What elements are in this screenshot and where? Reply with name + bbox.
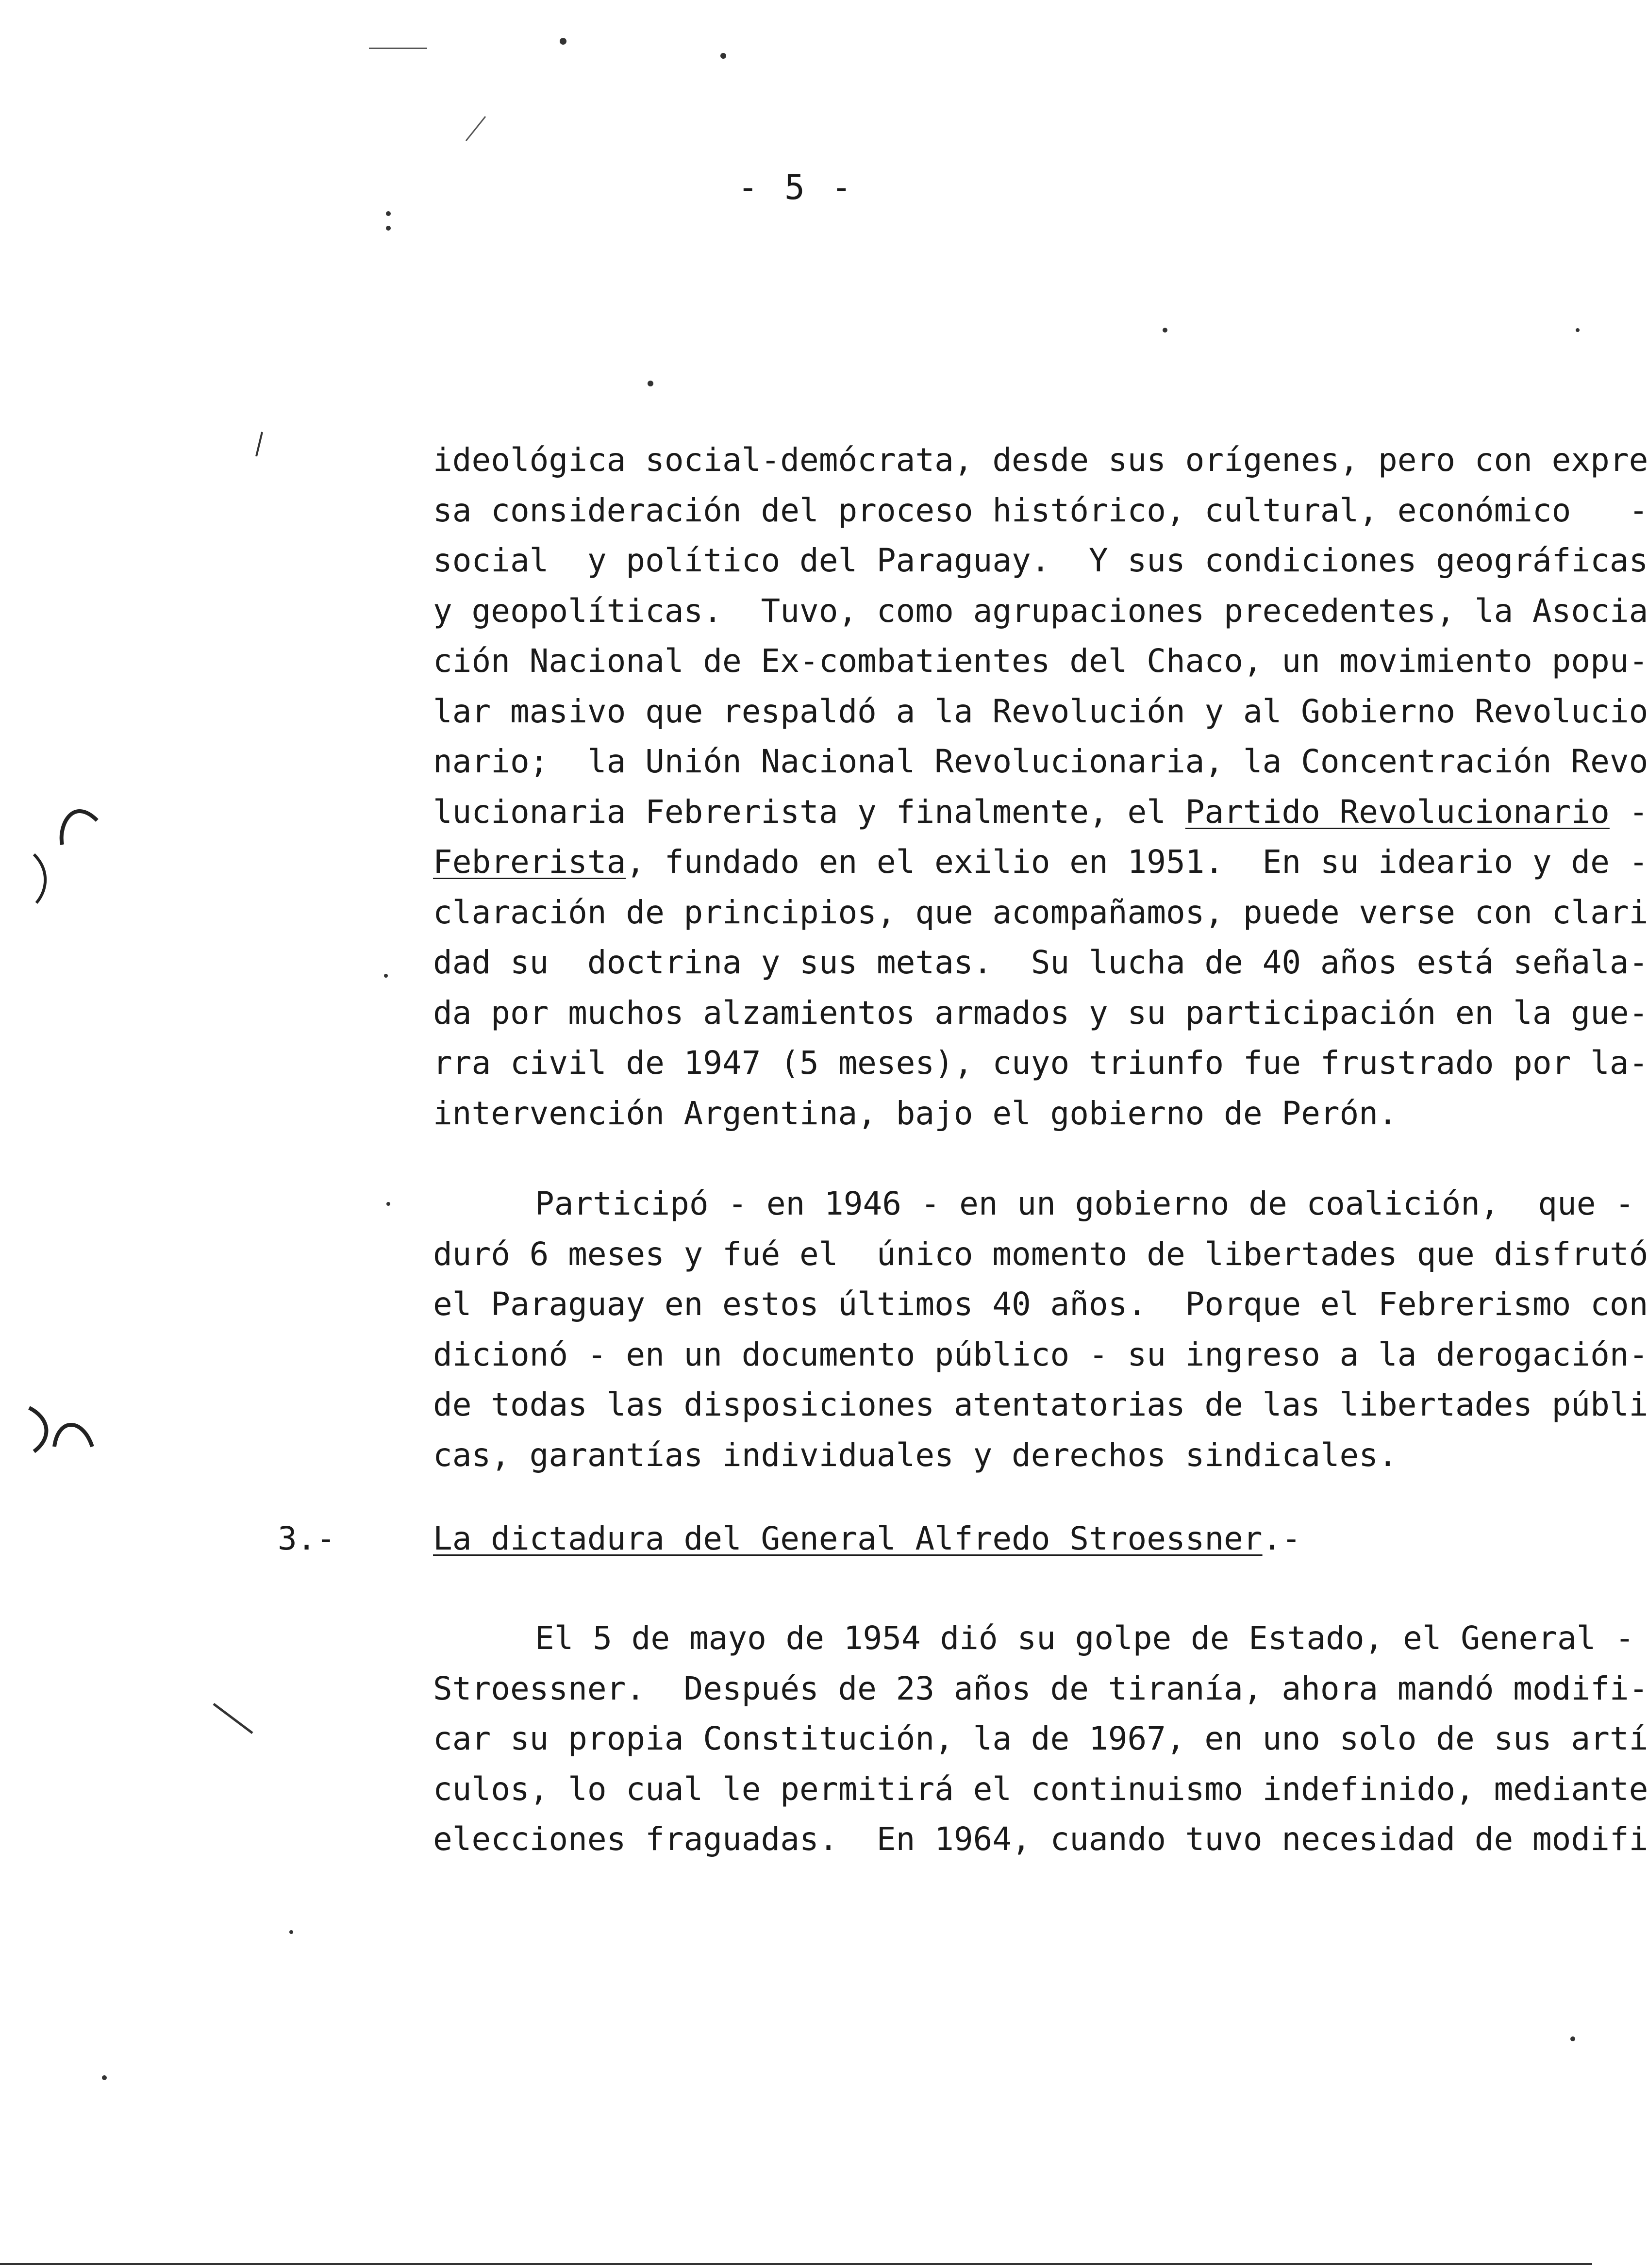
- text-line: car su propia Constitución, la de 1967, en uno solo de sus artí: [433, 1720, 1648, 1757]
- text-line: dad su doctrina y sus metas. Su lucha de 40 años está señala-: [433, 944, 1648, 981]
- text-line: lar masivo que respaldó a la Revolución y al Gobierno Revolucio: [433, 692, 1648, 730]
- section-number: 3.-: [278, 1520, 336, 1557]
- text-line: elecciones fraguadas. En 1964, cuando tuvo necesidad de modifi: [433, 1820, 1648, 1858]
- text-line: cas, garantías individuales y derechos sindicales.: [433, 1436, 1398, 1474]
- punch-hole-mark: [62, 811, 97, 845]
- text-line: rra civil de 1947 (5 meses), cuyo triunfo fue frustrado por la-: [433, 1044, 1648, 1082]
- text-line: duró 6 meses y fué el único momento de libertades que disfrutó: [433, 1235, 1648, 1273]
- party-name-underlined: Partido Revolucionario: [1185, 793, 1610, 831]
- text-line: da por muchos alzamientos armados y su participación en la gue-: [433, 994, 1648, 1032]
- speck: [384, 974, 388, 978]
- speck: [102, 2075, 107, 2080]
- party-name-underlined: Febrerista: [433, 843, 626, 881]
- text-line: ideológica social-demócrata, desde sus orígenes, pero con expre: [433, 441, 1648, 479]
- section-title-suffix: .-: [1262, 1520, 1301, 1557]
- text-line: Stroessner. Después de 23 años de tiranía, ahora mandó modifi-: [433, 1669, 1648, 1707]
- text-run: lucionaria Febrerista y finalmente, el: [433, 793, 1185, 831]
- speck: [1163, 328, 1167, 333]
- text-line: social y político del Paraguay. Y sus condiciones geográficas: [433, 542, 1648, 579]
- page-number: - 5 -: [737, 167, 855, 207]
- text-line: nario; la Unión Nacional Revolucionaria, la Concentración Revo: [433, 743, 1648, 780]
- speck: [386, 1202, 390, 1206]
- speck-stroke: [214, 1704, 252, 1733]
- text-line: dicionó - en un documento público - su ingreso a la derogación-: [433, 1335, 1648, 1373]
- punch-hole-mark: [29, 1408, 46, 1451]
- punch-hole-mark: [54, 1425, 92, 1447]
- text-line: claración de principios, que acompañamos, puede verse con clari: [433, 893, 1648, 931]
- speck: [386, 211, 391, 216]
- speck: [720, 53, 726, 59]
- text-line: y geopolíticas. Tuvo, como agrupaciones precedentes, la Asocia: [433, 592, 1648, 630]
- speck: [560, 38, 566, 45]
- text-line: culos, lo cual le permitirá el continuismo indefinido, mediante: [433, 1770, 1648, 1808]
- punch-hole-mark: [34, 854, 45, 903]
- text-run: -: [1609, 793, 1648, 831]
- text-line: El 5 de mayo de 1954 dió su golpe de Estado, el General -: [535, 1619, 1634, 1657]
- speck: [386, 226, 391, 231]
- text-line: ción Nacional de Ex-combatientes del Chaco, un movimiento popu-: [433, 642, 1648, 680]
- text-line: de todas las disposiciones atentatorias de las libertades públi: [433, 1386, 1648, 1423]
- speck-stroke: [256, 432, 262, 456]
- speck: [289, 1930, 293, 1934]
- text-line: intervención Argentina, bajo el gobierno de Perón.: [433, 1094, 1398, 1132]
- text-line: sa consideración del proceso histórico, cultural, económico -: [433, 491, 1648, 529]
- speck: [648, 381, 653, 386]
- scan-edge-line: [0, 2263, 1592, 2265]
- speck: [1576, 328, 1580, 332]
- speck-stroke: [466, 117, 485, 141]
- speck: [1570, 2036, 1575, 2041]
- text-run: , fundado en el exilio en 1951. En su ideario y de -: [626, 843, 1648, 881]
- section-title: La dictadura del General Alfredo Stroessner: [433, 1520, 1263, 1557]
- text-line: Participó - en 1946 - en un gobierno de coalición, que -: [535, 1185, 1634, 1222]
- text-line: el Paraguay en estos últimos 40 años. Porque el Febrerismo con: [433, 1285, 1648, 1323]
